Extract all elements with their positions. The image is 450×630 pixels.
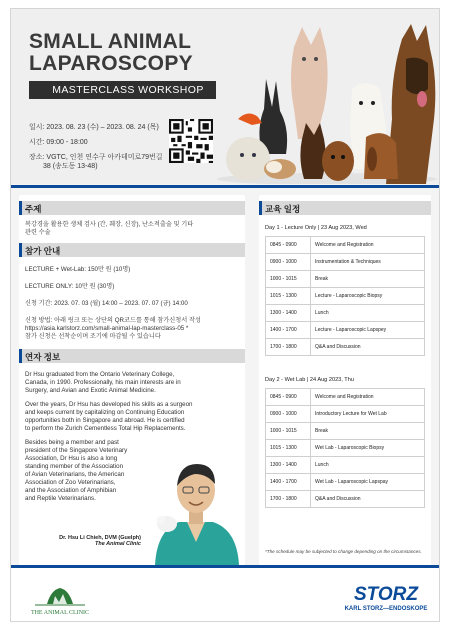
schedule-item: Lunch	[311, 305, 425, 322]
schedule-row	[266, 406, 425, 423]
topic-heading	[19, 201, 245, 215]
schedule-time: 0845 - 0900	[266, 389, 311, 406]
venue-line-2: 38 (송도동 13-48)	[43, 163, 98, 170]
schedule-note: *The schedule may be subjected to change depending on the circumstances.	[265, 549, 422, 554]
schedule-item: Instrumentation & Techniques	[311, 254, 425, 271]
registration-period: 신청 기간: 2023. 07. 03 (월) 14:00 – 2023. 07. 07 (금) 14:00	[25, 300, 188, 307]
schedule-item: Wet Lab - Laparoscopic Lapspay	[311, 474, 425, 491]
speaker-bio-2	[25, 401, 193, 433]
topic-text	[25, 221, 193, 237]
storz-subtitle: KARL STORZ—ENDOSKOPE	[344, 606, 428, 612]
day2-table	[265, 388, 425, 508]
speaker-heading	[19, 349, 245, 363]
bio2-line-4: to perform the Zurich Cementless Total Hip Replacements.	[25, 425, 186, 432]
bio3-line: Besides being a member and past	[25, 439, 119, 446]
qr-code-icon[interactable]	[169, 119, 213, 163]
pets-photo-illustration	[216, 19, 438, 184]
schedule-row	[266, 237, 425, 254]
fee-lecture-wetlab: LECTURE + Wet-Lab: 150만 원 (10명)	[25, 266, 131, 273]
bio3-line: Association of Zoo Veterinarians,	[25, 479, 116, 486]
speaker-name: Dr. Hsu Li Chieh, DVM (Guelph)	[59, 535, 141, 541]
bio3-line: standing member of the Association	[25, 463, 124, 470]
schedule-time: 0900 - 1000	[266, 406, 311, 423]
bio1-line-3: Surgery, and Avian and Exotic Animal Medicine.	[25, 387, 156, 394]
venue-line-1: 장소: VGTC, 인천 연수구 아카데미로79번길	[29, 154, 163, 161]
title-line-2: LAPAROSCOPY	[29, 52, 193, 75]
schedule-time: 1300 - 1400	[266, 457, 311, 474]
schedule-heading-text: 교육 일정	[265, 204, 301, 214]
schedule-row	[266, 440, 425, 457]
clinic-name: THE ANIMAL CLINIC	[30, 610, 90, 616]
bio3-line: and Reptile Veterinarians.	[25, 495, 96, 502]
heading-accent	[259, 201, 262, 215]
day2-label: Day 2 - Wet Lab | 24 Aug 2023, Thu	[265, 377, 354, 383]
schedule-time: 1400 - 1700	[266, 474, 311, 491]
speaker-bio-1	[25, 371, 181, 395]
speaker-bio-3	[25, 439, 127, 503]
schedule-row	[266, 423, 425, 440]
schedule-time: 0845 - 0900	[266, 237, 311, 254]
poster	[10, 8, 440, 622]
schedule-item: Introductory Lecture for Wet Lab	[311, 406, 425, 423]
bio2-line-3: opportunities both in Singapore and abroad. He is certified	[25, 417, 185, 424]
schedule-time: 1700 - 1800	[266, 339, 311, 356]
heading-accent	[19, 243, 22, 257]
schedule-item: Break	[311, 423, 425, 440]
schedule-item: Q&A and Discussion	[311, 339, 425, 356]
registration-heading-text: 참가 안내	[25, 246, 61, 256]
karl-storz-logo	[341, 580, 431, 616]
day1-table	[265, 236, 425, 356]
speaker-org: The Animal Clinic	[95, 541, 141, 547]
bio1-line-1: Dr Hsu graduated from the Ontario Veterinary College,	[25, 371, 175, 378]
fee-lecture-only: LECTURE ONLY: 10만 원 (30명)	[25, 283, 115, 290]
schedule-item: Break	[311, 271, 425, 288]
schedule-item: Lecture - Laparoscopic Lapspey	[311, 322, 425, 339]
poster-footer	[11, 565, 439, 622]
schedule-time: 0900 - 1000	[266, 254, 311, 271]
schedule-column	[259, 195, 431, 565]
bio3-line: and the Association of Amphibian	[25, 487, 117, 494]
method-line-3: 참가 신청은 선착순이며 조기에 마감될 수 있습니다	[25, 333, 161, 340]
schedule-item: Q&A and Discussion	[311, 491, 425, 508]
speaker-heading-text: 연자 정보	[25, 352, 61, 362]
schedule-time: 1700 - 1800	[266, 491, 311, 508]
storz-brand: STORZ	[353, 584, 419, 605]
bio3-line: Association, Dr Hsu is also a long	[25, 455, 118, 462]
schedule-row	[266, 322, 425, 339]
poster-title	[29, 31, 193, 75]
schedule-time: 1300 - 1400	[266, 305, 311, 322]
bio1-line-2: Canada, in 1990. Professionally, his main interests are in	[25, 379, 181, 386]
event-date: 일시: 2023. 08. 23 (수) – 2023. 08. 24 (목)	[29, 124, 159, 131]
animal-clinic-logo	[25, 582, 95, 618]
schedule-item: Welcome and Registration	[311, 389, 425, 406]
heading-accent	[19, 201, 22, 215]
header-divider	[11, 185, 439, 188]
event-venue	[29, 153, 163, 171]
bio3-line: of Avian Veterinarians, the American	[25, 471, 125, 478]
registration-link[interactable]: https://asia.karlstorz.com/small-animal-lap-masterclass-05 *	[25, 325, 189, 332]
subtitle-banner: MASTERCLASS WORKSHOP	[29, 81, 227, 99]
title-line-1: SMALL ANIMAL	[29, 30, 192, 53]
schedule-time: 1015 - 1300	[266, 288, 311, 305]
day1-label: Day 1 - Lecture Only | 23 Aug 2023, Wed	[265, 225, 367, 231]
schedule-row	[266, 389, 425, 406]
schedule-time: 1000 - 1015	[266, 423, 311, 440]
poster-header	[11, 9, 439, 184]
schedule-row	[266, 491, 425, 508]
speaker-caption	[19, 535, 141, 547]
speaker-photo	[147, 450, 245, 565]
schedule-item: Lecture - Laparoscopic Biopsy	[311, 288, 425, 305]
schedule-time: 1015 - 1300	[266, 440, 311, 457]
registration-method	[25, 317, 201, 341]
schedule-row	[266, 457, 425, 474]
bio2-line-2: and keeps current by capitalizing on Continuing Education	[25, 409, 185, 416]
topic-line-1: 복강경을 활용한 생체 검사 (간, 췌장, 신장), 난소적출술 및 기타	[25, 221, 194, 228]
schedule-time: 1400 - 1700	[266, 322, 311, 339]
schedule-row	[266, 305, 425, 322]
topic-heading-text: 주제	[25, 204, 42, 214]
event-time: 시간: 09:00 - 18:00	[29, 139, 88, 146]
topic-line-2: 관련 수술	[25, 229, 51, 236]
bio2-line-1: Over the years, Dr Hsu has developed his skills as a surgeon	[25, 401, 193, 408]
schedule-item: Wet Lab - Laparoscopic Biopsy	[311, 440, 425, 457]
schedule-row	[266, 254, 425, 271]
schedule-row	[266, 271, 425, 288]
schedule-item: Lunch	[311, 457, 425, 474]
registration-heading	[19, 243, 245, 257]
info-column	[19, 195, 245, 565]
schedule-row	[266, 474, 425, 491]
method-line-1: 신청 방법: 아래 링크 또는 상단의 QR코드를 통해 참가신청서 작성	[25, 317, 201, 324]
bio3-line: president of the Singapore Veterinary	[25, 447, 128, 454]
schedule-time: 1000 - 1015	[266, 271, 311, 288]
heading-accent	[19, 349, 22, 363]
schedule-row	[266, 339, 425, 356]
schedule-heading	[259, 201, 431, 215]
schedule-item: Welcome and Registration	[311, 237, 425, 254]
schedule-row	[266, 288, 425, 305]
